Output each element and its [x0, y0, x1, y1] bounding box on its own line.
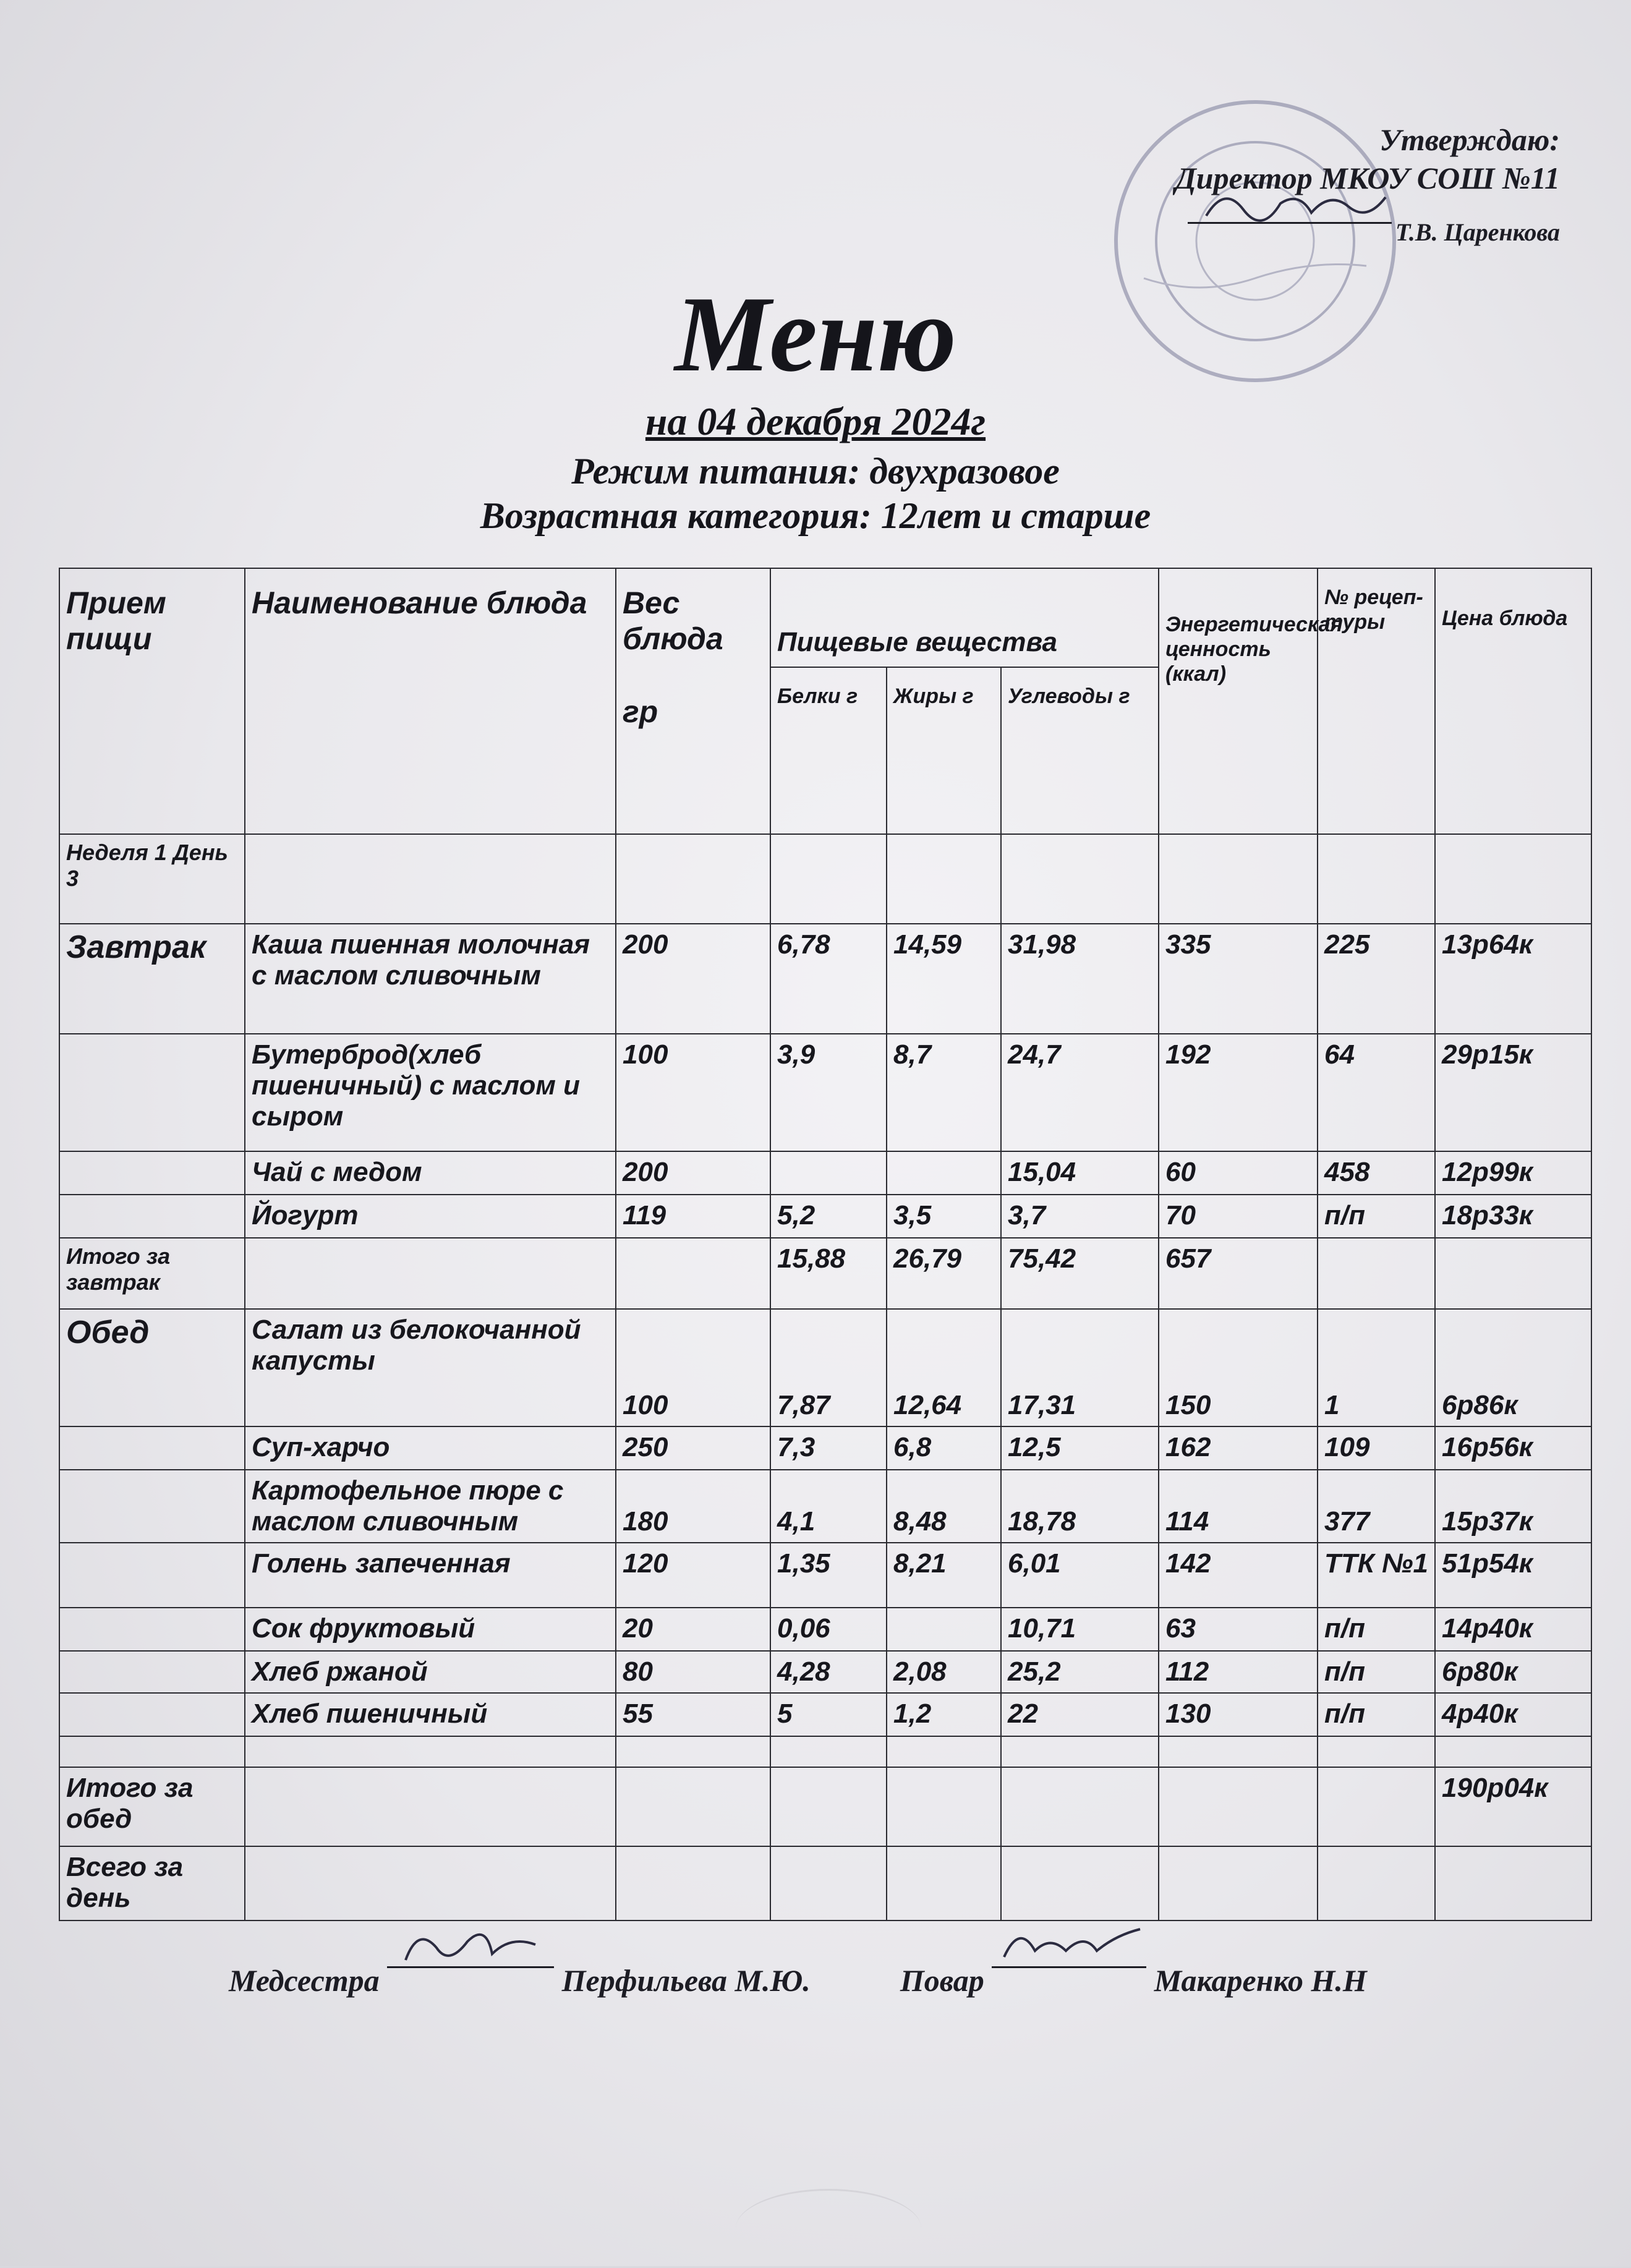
week-day-row [59, 834, 1591, 924]
cell-dish: Чай с медом [245, 1151, 616, 1195]
weight-header-label: Вес блюда [623, 586, 723, 656]
cell-meal [59, 1543, 245, 1608]
cell-meal [59, 1426, 245, 1470]
cell-energy: 192 [1159, 1034, 1318, 1151]
cell-carbs: 17,31 [1001, 1309, 1159, 1426]
cell-dish [245, 1238, 616, 1309]
menu-body [59, 924, 1591, 1736]
cell-dish: Салат из белокочанной капусты [245, 1309, 616, 1426]
cell-recipe: 225 [1318, 924, 1435, 1034]
cell-energy: 70 [1159, 1195, 1318, 1238]
cell-recipe: 64 [1318, 1034, 1435, 1151]
cell-fat: 8,7 [887, 1034, 1001, 1151]
nurse-signature [387, 1923, 554, 1972]
menu-row [59, 1693, 1591, 1736]
cell-weight: 200 [616, 1151, 770, 1195]
cell-price: 6р80к [1435, 1651, 1591, 1693]
cell-weight: 100 [616, 1034, 770, 1151]
approve-label: Утверждаю: [1379, 122, 1560, 157]
col-recipe-header: № рецеп-туры [1318, 568, 1435, 834]
cook-signature-line [992, 1942, 1146, 1968]
cell-price: 12р99к [1435, 1151, 1591, 1195]
cell-fat: 14,59 [887, 924, 1001, 1034]
page-title: Меню [675, 274, 956, 394]
menu-row [59, 1238, 1591, 1309]
cell-recipe: п/п [1318, 1195, 1435, 1238]
cell-protein [770, 1151, 887, 1195]
cell-price [1435, 1238, 1591, 1309]
cell-dish: Сок фруктовый [245, 1608, 616, 1651]
nurse-name: Перфильева М.Ю. [561, 1963, 811, 1998]
cook-name: Макаренко Н.Н [1154, 1963, 1367, 1998]
cell-carbs: 10,71 [1001, 1608, 1159, 1651]
cell-price: 18р33к [1435, 1195, 1591, 1238]
cell-meal [59, 1034, 245, 1151]
cell-meal [59, 1470, 245, 1543]
cell-fat [887, 1151, 1001, 1195]
total-day-row [59, 1846, 1591, 1921]
menu-row [59, 1151, 1591, 1195]
menu-row [59, 1608, 1591, 1651]
col-fat-header: Жиры г [887, 667, 1001, 834]
cell-price: 15р37к [1435, 1470, 1591, 1543]
cell-protein: 3,9 [770, 1034, 887, 1151]
col-nutrients-header: Пищевые вещества [770, 568, 1159, 667]
cell-recipe [1318, 1238, 1435, 1309]
cell-weight: 119 [616, 1195, 770, 1238]
col-price-header: Цена блюда [1435, 568, 1591, 834]
menu-row [59, 1470, 1591, 1543]
cell-price: 51р54к [1435, 1543, 1591, 1608]
signatures [229, 1942, 1465, 1998]
cell-meal: Завтрак [59, 924, 245, 1034]
cell-weight: 100 [616, 1309, 770, 1426]
cell-carbs: 22 [1001, 1693, 1159, 1736]
col-carbs-header: Углеводы г [1001, 667, 1159, 834]
mode-line: Режим питания: двухразовое [571, 451, 1060, 492]
cell-carbs: 24,7 [1001, 1034, 1159, 1151]
cell-weight: 250 [616, 1426, 770, 1470]
cell-weight: 80 [616, 1651, 770, 1693]
paper-crease [736, 2189, 921, 2268]
cell-recipe: 377 [1318, 1470, 1435, 1543]
date-line: на 04 декабря 2024г [645, 399, 986, 443]
total-lunch-price: 190р04к [1435, 1767, 1591, 1846]
cell-protein: 4,1 [770, 1470, 887, 1543]
cell-dish: Картофельное пюре с маслом сливочным [245, 1470, 616, 1543]
cell-fat: 26,79 [887, 1238, 1001, 1309]
cell-energy: 114 [1159, 1470, 1318, 1543]
cell-protein: 6,78 [770, 924, 887, 1034]
total-lunch-row [59, 1767, 1591, 1846]
cell-recipe: п/п [1318, 1651, 1435, 1693]
weight-unit: гр [623, 694, 658, 729]
cell-price: 6р86к [1435, 1309, 1591, 1426]
cell-protein: 5 [770, 1693, 887, 1736]
cell-weight: 180 [616, 1470, 770, 1543]
cell-dish: Бутерброд(хлеб пшеничный) с маслом и сыром [245, 1034, 616, 1151]
cell-protein: 7,3 [770, 1426, 887, 1470]
cell-dish: Суп-харчо [245, 1426, 616, 1470]
cell-dish: Хлеб пшеничный [245, 1693, 616, 1736]
cell-energy: 60 [1159, 1151, 1318, 1195]
cell-energy: 150 [1159, 1309, 1318, 1426]
cell-dish: Каша пшенная молочная с маслом сливочным [245, 924, 616, 1034]
nurse-signature-line [387, 1942, 554, 1968]
cell-recipe: 109 [1318, 1426, 1435, 1470]
cell-energy: 112 [1159, 1651, 1318, 1693]
cell-fat: 1,2 [887, 1693, 1001, 1736]
menu-table [59, 568, 1592, 1921]
cell-recipe: 1 [1318, 1309, 1435, 1426]
cell-fat: 3,5 [887, 1195, 1001, 1238]
menu-row [59, 1426, 1591, 1470]
col-dish-header: Наименование блюда [245, 568, 616, 834]
cell-price: 29р15к [1435, 1034, 1591, 1151]
cell-fat: 8,48 [887, 1470, 1001, 1543]
cell-recipe: ТТК №1 [1318, 1543, 1435, 1608]
cell-weight: 120 [616, 1543, 770, 1608]
cell-protein: 15,88 [770, 1238, 887, 1309]
cell-protein: 0,06 [770, 1608, 887, 1651]
cell-weight: 55 [616, 1693, 770, 1736]
cell-weight: 20 [616, 1608, 770, 1651]
menu-row [59, 1034, 1591, 1151]
cell-carbs: 15,04 [1001, 1151, 1159, 1195]
cell-fat: 8,21 [887, 1543, 1001, 1608]
cell-recipe: п/п [1318, 1608, 1435, 1651]
cook-label: Повар [900, 1963, 984, 1998]
cell-fat: 2,08 [887, 1651, 1001, 1693]
director-signature-line [1188, 197, 1392, 224]
menu-row [59, 1195, 1591, 1238]
cell-dish: Голень запеченная [245, 1543, 616, 1608]
cell-meal [59, 1651, 245, 1693]
cell-price: 16р56к [1435, 1426, 1591, 1470]
cell-dish: Хлеб ржаной [245, 1651, 616, 1693]
cell-dish: Йогурт [245, 1195, 616, 1238]
cell-meal: Итого за завтрак [59, 1238, 245, 1309]
cook-signature [992, 1923, 1146, 1972]
cell-energy: 162 [1159, 1426, 1318, 1470]
total-day-label: Всего за день [59, 1846, 245, 1921]
cell-meal [59, 1151, 245, 1195]
cell-price: 14р40к [1435, 1608, 1591, 1651]
cell-carbs: 25,2 [1001, 1651, 1159, 1693]
cell-recipe: п/п [1318, 1693, 1435, 1736]
director-name: Т.В. Царенкова [1395, 218, 1560, 246]
cell-meal [59, 1693, 245, 1736]
approval-block [1175, 121, 1560, 252]
cell-energy: 63 [1159, 1608, 1318, 1651]
cell-price: 4р40к [1435, 1693, 1591, 1736]
cell-carbs: 12,5 [1001, 1426, 1159, 1470]
header-row [59, 568, 1591, 667]
cell-energy: 142 [1159, 1543, 1318, 1608]
cell-weight: 200 [616, 924, 770, 1034]
cell-protein: 4,28 [770, 1651, 887, 1693]
col-meal-header: Прием пищи [59, 568, 245, 834]
cell-carbs: 3,7 [1001, 1195, 1159, 1238]
nurse-label: Медсестра [229, 1963, 380, 1998]
cell-recipe: 458 [1318, 1151, 1435, 1195]
cell-energy: 335 [1159, 924, 1318, 1034]
total-lunch-label: Итого за обед [59, 1767, 245, 1846]
cell-protein: 7,87 [770, 1309, 887, 1426]
cell-weight [616, 1238, 770, 1309]
director-line: Директор МКОУ СОШ №11 [1175, 161, 1560, 195]
week-day-label: Неделя 1 День 3 [59, 834, 245, 924]
cell-fat: 12,64 [887, 1309, 1001, 1426]
menu-row [59, 1543, 1591, 1608]
cell-protein: 5,2 [770, 1195, 887, 1238]
cell-energy: 130 [1159, 1693, 1318, 1736]
cell-carbs: 18,78 [1001, 1470, 1159, 1543]
menu-row [59, 1651, 1591, 1693]
age-line: Возрастная категория: 12лет и старше [480, 495, 1151, 536]
cell-carbs: 6,01 [1001, 1543, 1159, 1608]
cell-meal [59, 1608, 245, 1651]
director-signature [1188, 179, 1392, 222]
cell-protein: 1,35 [770, 1543, 887, 1608]
cell-carbs: 75,42 [1001, 1238, 1159, 1309]
menu-row [59, 1309, 1591, 1426]
col-energy-header: Энергетическая ценность (ккал) [1159, 568, 1318, 834]
col-weight-header [616, 568, 770, 834]
cell-meal [59, 1195, 245, 1238]
cell-meal: Обед [59, 1309, 245, 1426]
col-protein-header: Белки г [770, 667, 887, 834]
menu-row [59, 924, 1591, 1034]
empty-row [59, 1736, 1591, 1767]
cell-fat: 6,8 [887, 1426, 1001, 1470]
cell-energy: 657 [1159, 1238, 1318, 1309]
cell-price: 13р64к [1435, 924, 1591, 1034]
cell-carbs: 31,98 [1001, 924, 1159, 1034]
cell-fat [887, 1608, 1001, 1651]
